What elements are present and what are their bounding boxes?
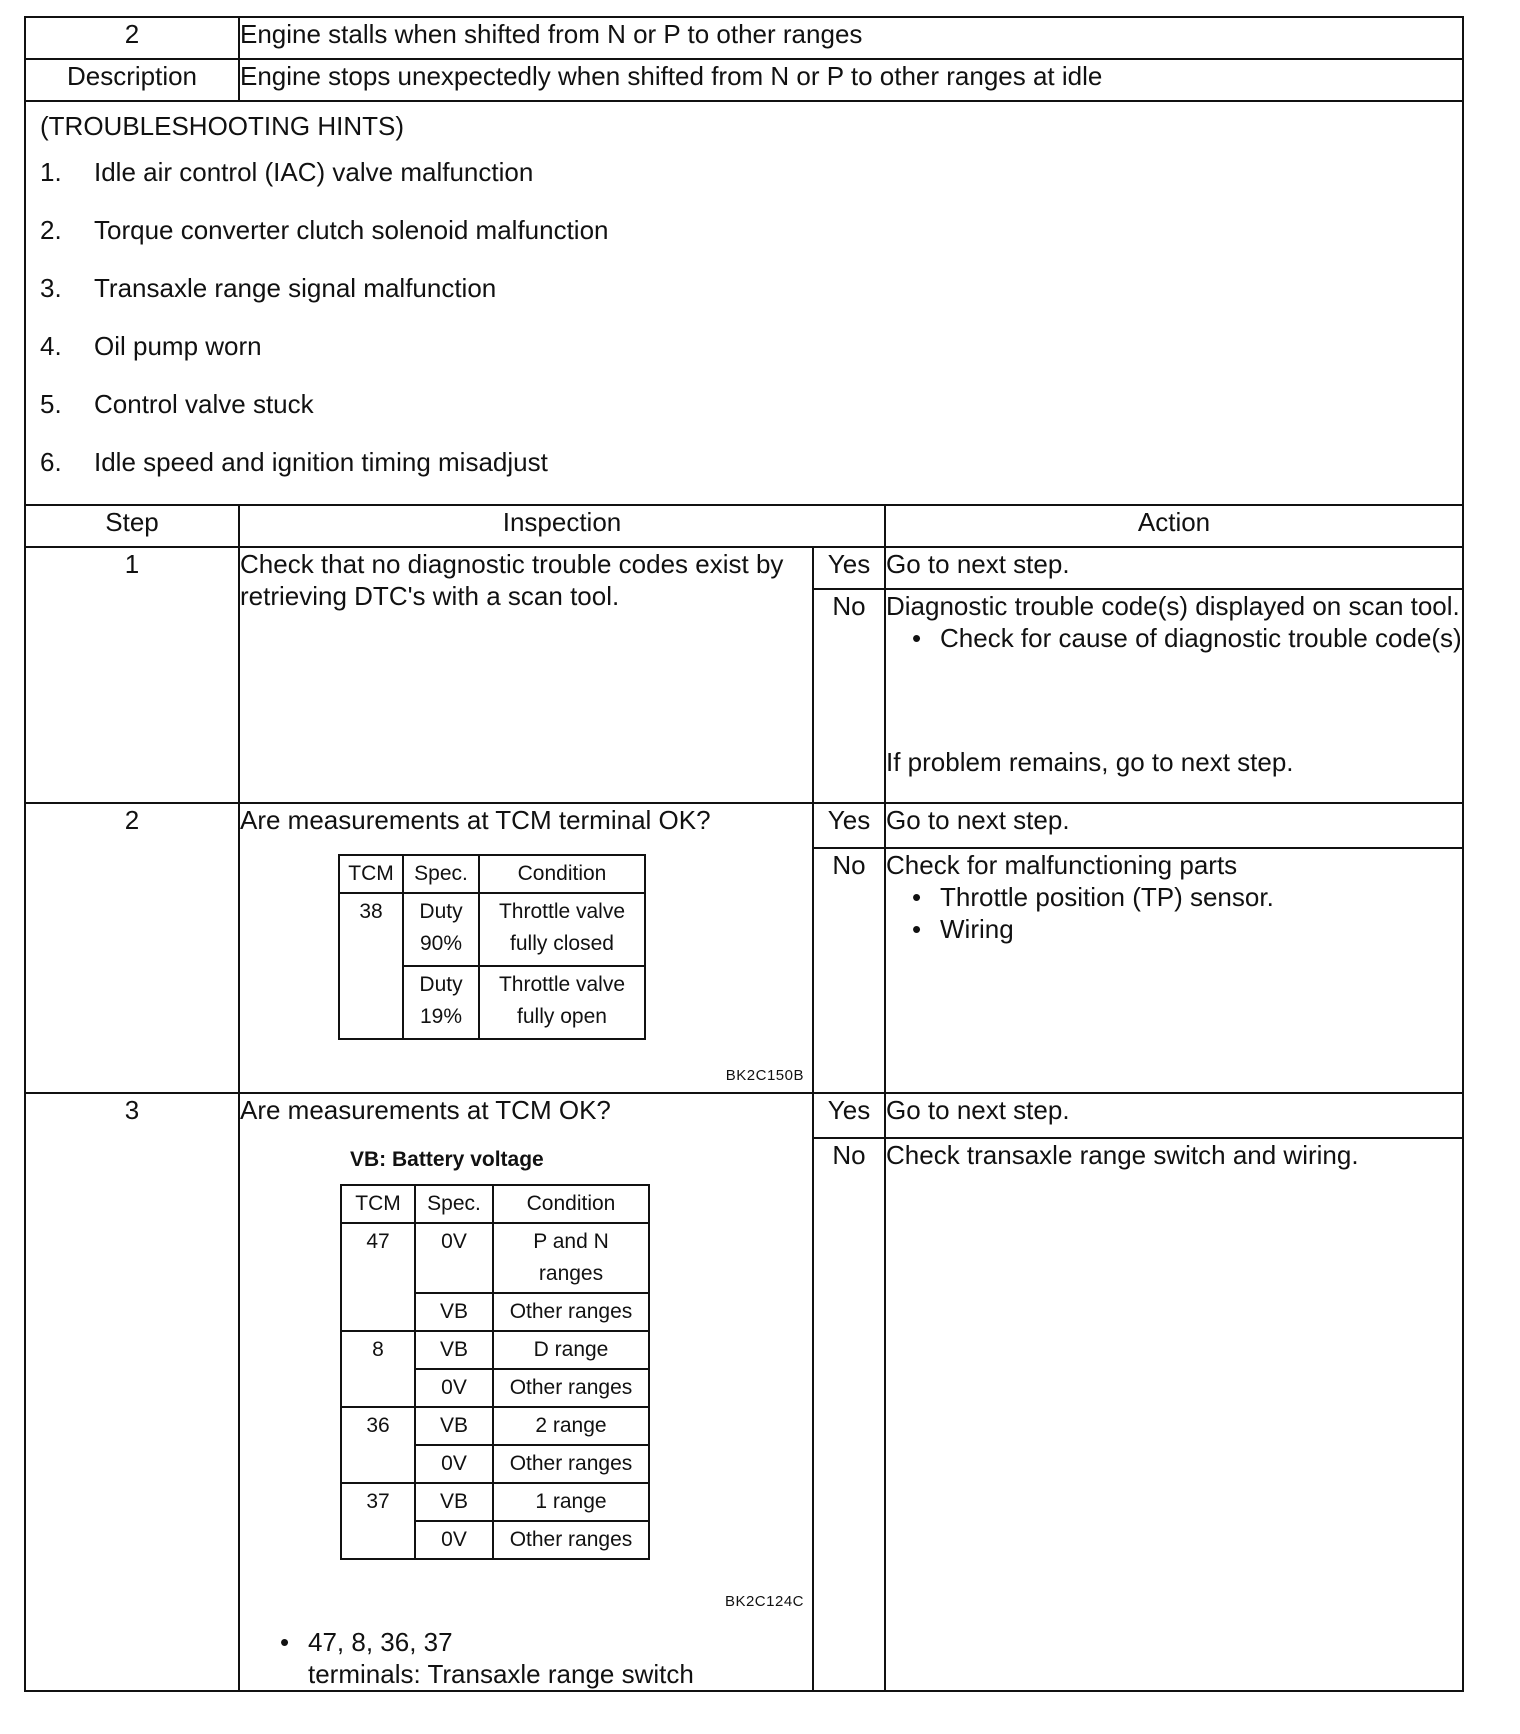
troubleshooting-table <box>24 16 1464 1692</box>
spec-value: VB <box>415 1293 493 1331</box>
footnote-terminals: • 47, 8, 36, 37 <box>308 1627 453 1657</box>
tcm-spec-table <box>338 854 646 1040</box>
tcm-spec-table <box>340 1184 650 1560</box>
spec-value: VB <box>415 1331 493 1369</box>
spec-value: 0V <box>415 1521 493 1559</box>
yes-label: Yes <box>813 547 885 589</box>
yes-label: Yes <box>813 1093 885 1138</box>
no-action-text: Check for malfunctioning parts <box>886 849 1238 880</box>
tcm-terminal: 47 <box>341 1223 415 1331</box>
hint-number: 3. <box>40 273 62 303</box>
hint-text: Oil pump worn <box>94 331 262 361</box>
condition-value: D range <box>493 1331 649 1369</box>
no-action-text: Diagnostic trouble code(s) displayed on scan tool. <box>886 591 1460 621</box>
step-number: 3 <box>25 1093 239 1691</box>
spec-value: 0V <box>415 1369 493 1407</box>
symptom-title: Engine stalls when shifted from N or P to other ranges <box>239 17 1463 59</box>
spec-value: Duty 19% <box>403 966 479 1039</box>
tcm-terminal: 8 <box>341 1331 415 1407</box>
column-header-inspection: Inspection <box>239 505 885 547</box>
footnote-text: terminals: Transaxle range switch <box>308 1659 694 1689</box>
table-row <box>25 547 1463 589</box>
hint-number: 6. <box>40 447 62 477</box>
step-number: 2 <box>25 803 239 1093</box>
sub-header: Spec. <box>403 855 479 893</box>
troubleshooting-hints <box>25 101 1463 505</box>
yes-action: Go to next step. <box>885 803 1463 848</box>
no-action-note: If problem remains, go to next step. <box>886 747 1294 777</box>
hint-number: 5. <box>40 389 62 419</box>
hint-text: Torque converter clutch solenoid malfunction <box>94 215 609 245</box>
tcm-terminal: 38 <box>339 893 403 1039</box>
yes-label: Yes <box>813 803 885 848</box>
condition-value: Other ranges <box>493 1521 649 1559</box>
hint-text: Idle air control (IAC) valve malfunction <box>94 157 534 187</box>
no-label: No <box>813 1138 885 1691</box>
condition-value: Other ranges <box>493 1445 649 1483</box>
symptom-number: 2 <box>25 17 239 59</box>
table-row <box>25 803 1463 848</box>
no-label: No <box>813 848 885 1093</box>
table-row <box>25 1093 1463 1138</box>
sub-header: TCM <box>341 1185 415 1223</box>
figure-code: BK2C124C <box>724 1593 804 1610</box>
spec-value: Duty 90% <box>403 893 479 966</box>
hint-text: Transaxle range signal malfunction <box>94 273 497 303</box>
description-text: Engine stops unexpectedly when shifted from N or P to other ranges at idle <box>239 59 1463 101</box>
list-item <box>40 326 1448 384</box>
no-action: Check transaxle range switch and wiring. <box>885 1138 1463 1691</box>
figure-code: BK2C150B <box>725 1067 804 1084</box>
no-action <box>885 589 1463 803</box>
spec-value: 0V <box>415 1445 493 1483</box>
condition-value: 1 range <box>493 1483 649 1521</box>
list-item <box>280 1626 812 1690</box>
sub-header: Spec. <box>415 1185 493 1223</box>
hint-number: 4. <box>40 331 62 361</box>
inspection-question: Are measurements at TCM terminal OK? <box>240 805 711 835</box>
tcm-terminal: 37 <box>341 1483 415 1559</box>
hint-text: Control valve stuck <box>94 389 314 419</box>
condition-value: Throttle valve fully closed <box>479 893 645 966</box>
step-inspection <box>239 1093 813 1691</box>
no-action-bullets <box>886 881 1462 945</box>
yes-action: Go to next step. <box>885 1093 1463 1138</box>
terminal-footnote <box>280 1626 812 1690</box>
step-inspection: Check that no diagnostic trouble codes exist by retrieving DTC's with a scan tool. <box>239 547 813 803</box>
hint-text: Idle speed and ignition timing misadjust <box>94 447 548 477</box>
list-item <box>40 268 1448 326</box>
condition-value: Other ranges <box>493 1369 649 1407</box>
list-item: • Wiring <box>912 913 1462 945</box>
sub-header: Condition <box>493 1185 649 1223</box>
condition-value: Throttle valve fully open <box>479 966 645 1039</box>
step-number: 1 <box>25 547 239 803</box>
condition-value: 2 range <box>493 1407 649 1445</box>
yes-action: Go to next step. <box>885 547 1463 589</box>
tcm-terminal: 36 <box>341 1407 415 1483</box>
no-action-bullets <box>886 622 1462 654</box>
step-inspection <box>239 803 813 1093</box>
condition-value: P and N ranges <box>493 1223 649 1293</box>
list-item <box>40 210 1448 268</box>
list-item <box>40 384 1448 442</box>
spec-value: VB <box>415 1407 493 1445</box>
list-item <box>40 152 1448 210</box>
hints-title: (TROUBLESHOOTING HINTS) <box>40 111 405 141</box>
sub-header: TCM <box>339 855 403 893</box>
column-header-action: Action <box>885 505 1463 547</box>
hint-number: 1. <box>40 157 62 187</box>
description-label: Description <box>25 59 239 101</box>
list-item: • Throttle position (TP) sensor. <box>912 881 1462 913</box>
inspection-question: Are measurements at TCM OK? <box>240 1095 611 1125</box>
hint-number: 2. <box>40 215 62 245</box>
table-caption: VB: Battery voltage <box>350 1148 544 1171</box>
troubleshooting-document <box>24 16 1462 1692</box>
no-label: No <box>813 589 885 803</box>
column-header-step: Step <box>25 505 239 547</box>
hints-list <box>26 142 1462 504</box>
sub-header: Condition <box>479 855 645 893</box>
spec-value: 0V <box>415 1223 493 1293</box>
list-item: • Check for cause of diagnostic trouble code(s) <box>912 622 1462 654</box>
spec-value: VB <box>415 1483 493 1521</box>
condition-value: Other ranges <box>493 1293 649 1331</box>
list-item <box>40 442 1448 500</box>
no-action <box>885 848 1463 1093</box>
